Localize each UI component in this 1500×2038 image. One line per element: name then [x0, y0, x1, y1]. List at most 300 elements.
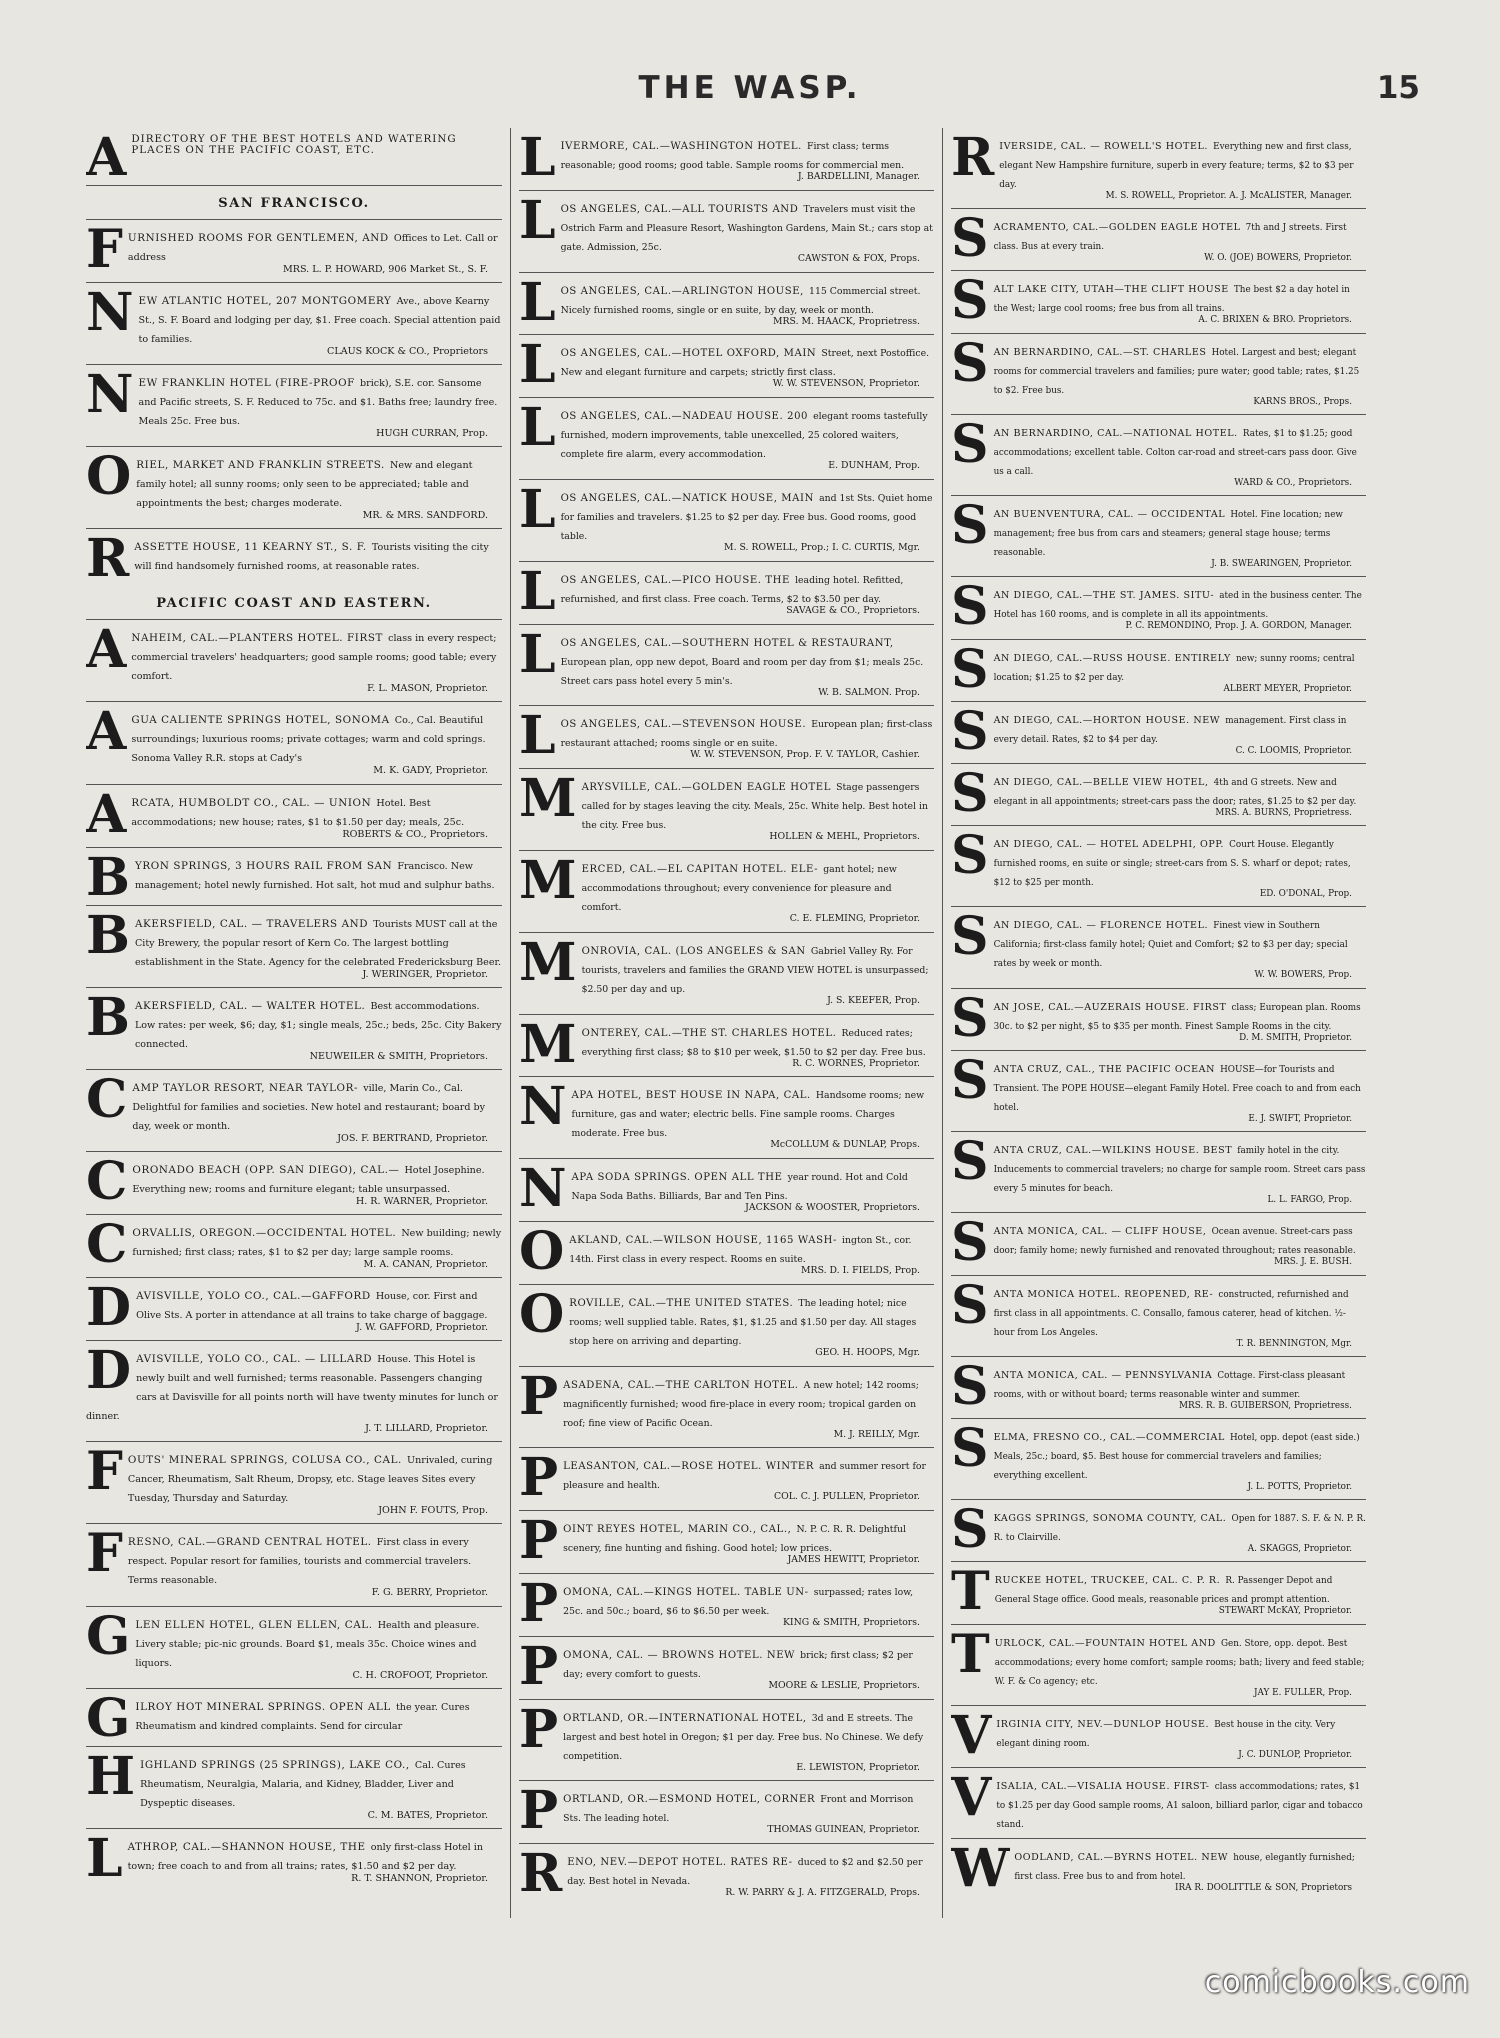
listing-proprietor: KING & SMITH, Proprietors. [782, 1616, 920, 1628]
page-number: 15 [1376, 70, 1420, 106]
hotel-listing [519, 706, 934, 769]
listing-proprietor: A. C. BRIXEN & BRO. Proprietors. [1198, 315, 1352, 326]
listing-heading: AN DIEGO, CAL. — FLORENCE HOTEL. [993, 920, 1209, 932]
listing-proprietor: W. W. STEVENSON, Prop. F. V. TAYLOR, Cashier. [690, 749, 920, 761]
hotel-listing [951, 1768, 1366, 1839]
listing-dropcap: D [86, 1341, 132, 1402]
listing-proprietor: J. L. POTTS, Proprietor. [1247, 1481, 1352, 1492]
listing-heading: IRGINIA CITY, NEV.—DUNLOP HOUSE. [996, 1718, 1210, 1730]
listing-proprietor: M. S. ROWELL, Proprietor. A. J. McALISTER, Manager. [1105, 191, 1352, 201]
listing-dropcap: S [951, 577, 989, 638]
listing-heading: AKERSFIELD, CAL. — TRAVELERS AND [134, 917, 369, 930]
listing-description: New building; newly furnished; first class; rates, $1 to $2 per day; large sample rooms. [132, 1228, 502, 1259]
listing-proprietor: NEUWEILER & SMITH, Proprietors. [309, 1050, 488, 1062]
listing-heading: ILROY HOT MINERAL SPRINGS. OPEN ALL [135, 1700, 391, 1713]
listing-dropcap: R [951, 128, 995, 188]
listing-proprietor: J. B. SWEARINGEN, Proprietor. [1211, 559, 1352, 570]
listing-heading: ASSETTE HOUSE, 11 KEARNY ST., S. F. [134, 541, 367, 554]
listing-dropcap: L [519, 335, 556, 396]
listing-description: Tourists MUST call at the City Brewery, the popular resort of Kern Co. The largest bottling establishment in the State. Agency for the celebrated Fredericksburg Beer. [134, 918, 502, 968]
section-heading-san-francisco: SAN FRANCISCO. [86, 186, 502, 220]
listing-description: Everything new and first class, elegant New Hampshire furniture, superb in every feature; terms, $2 to $3 per day. [999, 142, 1354, 190]
listing-description: Cottage. First-class pleasant rooms, with or without board; terms reasonable winter and summer. [993, 1370, 1346, 1400]
hotel-listing [951, 1625, 1366, 1706]
hotel-listing [86, 906, 502, 988]
listing-dropcap: L [519, 190, 556, 251]
listing-dropcap: L [519, 398, 556, 459]
section-heading-pacific-coast: PACIFIC COAST AND EASTERN. [86, 586, 502, 620]
intro-dropcap: A [86, 128, 127, 186]
listing-proprietor: JOS. F. BERTRAND, Proprietor. [337, 1132, 488, 1144]
listing-heading: AN JOSE, CAL.—AUZERAIS HOUSE. FIRST [993, 1001, 1227, 1013]
column-1 [78, 128, 510, 1918]
directory-intro [86, 128, 502, 186]
listing-dropcap: P [519, 1448, 559, 1509]
hotel-listing [951, 907, 1366, 988]
hotel-listing [519, 933, 934, 1015]
listing-dropcap: G [86, 1688, 131, 1747]
listing-dropcap: S [951, 1050, 989, 1111]
listing-description: European plan, opp new depot, Board and room per day from $1; meals 25c. Street cars pass hotel every 5 min's. [560, 656, 924, 687]
listing-heading: EW FRANKLIN HOTEL (FIRE-PROOF [138, 377, 355, 390]
listing-dropcap: S [951, 1356, 989, 1417]
listing-description: Tourists visiting the city will find handsomely furnished rooms, at reasonable rates. [134, 542, 489, 573]
listing-description: surpassed; rates low, 25c. and 50c.; board, $6 to $6.50 per week. [563, 1586, 914, 1617]
listing-description: Hotel, opp. depot (east side.) Meals, 25c.; board, $5. Best house for commercial travelers and families; everything excellent. [993, 1432, 1360, 1481]
listing-description: Handsome rooms; new furniture, gas and water; electric bells. Fine sample rooms. Charges moderate. Free bus. [571, 1090, 925, 1140]
listing-description: Best accommodations. Low rates: per week, $6; day, $1; single meals, 25c.; beds, 25c. City Bakery connected. [134, 1000, 502, 1050]
listing-proprietor: JOHN F. FOUTS, Prop. [378, 1505, 488, 1517]
hotel-listing [519, 335, 934, 398]
listing-description: Gabriel Valley Ry. For tourists, travelers and families the GRAND VIEW HOTEL is unsurpassed; $2.50 per day and up. [581, 945, 929, 995]
listing-proprietor: JACKSON & WOOSTER, Proprietors. [745, 1202, 920, 1214]
listing-heading: IVERMORE, CAL.—WASHINGTON HOTEL. [560, 141, 802, 152]
listing-proprietor: J. T. LILLARD, Proprietor. [365, 1423, 488, 1435]
hotel-listing [951, 577, 1366, 639]
listing-dropcap: P [519, 1699, 559, 1760]
hotel-listing [86, 785, 502, 848]
listing-heading: OINT REYES HOTEL, MARIN CO., CAL., [563, 1524, 792, 1536]
listing-dropcap: V [951, 1768, 992, 1829]
listing-heading: ELMA, FRESNO CO., CAL.—COMMERCIAL [993, 1431, 1225, 1443]
hotel-listing [951, 1132, 1366, 1213]
listing-description: class in every respect; commercial travelers' headquarters; good sample rooms; good table; every comfort. [131, 633, 497, 683]
listing-heading: ATHROP, CAL.—SHANNON HOUSE, THE [127, 1840, 366, 1853]
listing-heading: AVISVILLE, YOLO CO., CAL.—GAFFORD [136, 1290, 371, 1303]
hotel-listing [86, 283, 502, 365]
hotel-listing [951, 1562, 1366, 1624]
listing-proprietor: J. WERINGER, Proprietor. [362, 968, 488, 980]
listing-proprietor: CAWSTON & FOX, Props. [797, 252, 920, 264]
listing-dropcap: A [86, 784, 127, 845]
listing-heading: ONTEREY, CAL.—THE ST. CHARLES HOTEL. [581, 1027, 837, 1039]
listing-proprietor: C. H. CROFOOT, Proprietor. [352, 1669, 488, 1681]
listing-heading: ROVILLE, CAL.—THE UNITED STATES. [569, 1297, 794, 1309]
listing-heading: OS ANGELES, CAL.—NATICK HOUSE, MAIN [560, 492, 814, 504]
listing-description: ville, Marin Co., Cal. Delightful for families and societies. New hotel and restaurant; board by day, week or month. [132, 1082, 486, 1132]
listing-heading: AKERSFIELD, CAL. — WALTER HOTEL. [134, 999, 366, 1012]
listing-dropcap: B [86, 847, 130, 906]
listing-proprietor: COL. C. J. PULLEN, Proprietor. [773, 1491, 920, 1503]
hotel-listing [86, 365, 502, 447]
listing-proprietor: W. B. SALMON. Prop. [818, 686, 920, 698]
hotel-listing [86, 1152, 502, 1215]
listing-heading: OUTS' MINERAL SPRINGS, COLUSA CO., CAL. [127, 1454, 402, 1467]
listing-proprietor: MRS. L. P. HOWARD, 906 Market St., S. F. [282, 264, 488, 275]
listing-proprietor: C. E. FLEMING, Proprietor. [789, 912, 920, 924]
listing-heading: ANTA MONICA, CAL. — PENNSYLVANIA [993, 1369, 1213, 1381]
intro-heading: DIRECTORY OF THE BEST HOTELS AND WATERING PLACES ON THE PACIFIC COAST, ETC. [131, 133, 457, 157]
listing-heading: ISALIA, CAL.—VISALIA HOUSE. FIRST- [996, 1781, 1210, 1793]
listing-description: House. This Hotel is newly built and well furnished; terms reasonable. Passengers changing cars at Davisville for all points north will have twenty minutes for lunch or dinner. [86, 1354, 498, 1423]
listing-heading: KAGGS SPRINGS, SONOMA COUNTY, CAL. [993, 1513, 1227, 1525]
listing-heading: YRON SPRINGS, 3 HOURS RAIL FROM SAN [134, 859, 393, 872]
listing-description: Street, next Postoffice. New and elegant furniture and carpets; strictly first class. [560, 348, 930, 379]
listing-dropcap: S [951, 209, 989, 270]
listing-description: class; European plan. Rooms 30c. to $2 per night, $5 to $35 per month. Finest Sample Rooms in the city. [993, 1002, 1361, 1032]
listing-proprietor: P. C. REMONDINO, Prop. J. A. GORDON, Manager. [1125, 621, 1352, 632]
hotel-listing [519, 1700, 934, 1782]
listing-description: First class in every respect. Popular resort for families, tourists and commercial travelers. Terms reasonable. [127, 1537, 472, 1587]
hotel-listing [86, 1442, 502, 1524]
listing-description: 115 Commercial street. Nicely furnished rooms, single or en suite, by day, week or month. [560, 285, 921, 316]
listing-proprietor: MR. & MRS. SANDFORD. [362, 510, 488, 522]
listing-proprietor: E. LEWISTON, Proprietor. [796, 1761, 920, 1773]
listing-dropcap: O [86, 447, 132, 508]
listing-heading: ERCED, CAL.—EL CAPITAN HOTEL. ELE- [581, 863, 819, 875]
hotel-listing [519, 398, 934, 480]
hotel-listing [519, 562, 934, 625]
listing-dropcap: F [86, 220, 123, 280]
listing-dropcap: V [951, 1705, 992, 1766]
listing-heading: ANTA MONICA HOTEL. REOPENED, RE- [993, 1288, 1214, 1300]
listing-heading: AN DIEGO, CAL.—HORTON HOUSE. NEW [993, 714, 1221, 726]
listing-dropcap: S [951, 907, 989, 968]
hotel-listing [951, 128, 1366, 209]
listing-proprietor: HOLLEN & MEHL, Proprietors. [769, 831, 920, 843]
listing-proprietor: C. C. LOOMIS, Proprietor. [1235, 745, 1352, 756]
listing-description: Gen. Store, opp. depot. Best accommodations; every home comfort; sample rooms; bath; livery and feed stable; W. F. & Co agency; etc. [994, 1638, 1365, 1687]
listing-dropcap: W [951, 1839, 1010, 1900]
hotel-listing [951, 271, 1366, 333]
listing-heading: URNISHED ROOMS FOR GENTLEMEN, AND [127, 232, 389, 244]
hotel-listing [519, 1222, 934, 1285]
listing-proprietor: R. W. PARRY & J. A. FITZGERALD, Props. [725, 1887, 920, 1899]
listing-description: Open for 1887. S. F. & N. P. R. R. to Clairville. [993, 1514, 1366, 1544]
listing-heading: AMP TAYLOR RESORT, NEAR TAYLOR- [132, 1081, 359, 1094]
listing-description: Hotel Josephine. Everything new; rooms and furniture elegant; table unsurpassed. [132, 1164, 485, 1195]
listing-proprietor: THOMAS GUINEAN, Proprietor. [767, 1824, 920, 1836]
hotel-listing [519, 1637, 934, 1700]
listing-heading: AN DIEGO, CAL. — HOTEL ADELPHI, OPP. [993, 839, 1225, 851]
listing-description: ington St., cor. 14th. First class in every respect. Rooms en suite. [569, 1234, 912, 1265]
listing-heading: IGHLAND SPRINGS (25 SPRINGS), LAKE CO., [140, 1758, 410, 1771]
listing-dropcap: P [519, 1511, 559, 1572]
listing-heading: OS ANGELES, CAL.—SOUTHERN HOTEL & RESTAURANT, [560, 637, 894, 649]
hotel-listing [86, 702, 502, 784]
listing-description: only first-class Hotel in town; free coach to and from all trains; rates, $1.50 and $2 per day. [127, 1841, 483, 1872]
hotel-listing [519, 191, 934, 273]
listing-heading: AN DIEGO, CAL.—BELLE VIEW HOTEL, [993, 776, 1209, 788]
listing-heading: ORONADO BEACH (OPP. SAN DIEGO), CAL.— [132, 1163, 400, 1176]
listing-heading: ANTA CRUZ, CAL.—WILKINS HOUSE. BEST [993, 1145, 1233, 1157]
listing-description: family hotel in the city. Inducements to commercial travelers; no charge for sample room. Street cars pass every 5 minutes for beach. [993, 1146, 1366, 1195]
listing-dropcap: P [519, 1781, 559, 1842]
hotel-listing [951, 989, 1366, 1051]
listing-dropcap: S [951, 763, 989, 824]
listing-dropcap: T [951, 1624, 990, 1685]
hotel-listing [86, 220, 502, 283]
listing-description: Hotel. Largest and best; elegant rooms for commercial travelers and families; pure water; good table; rates, $1.25 to $2. Free bus. [993, 347, 1360, 396]
listing-description: Co., Cal. Beautiful surroundings; luxurious rooms; private cottages; warm and cold springs. Sonoma Valley R.R. stops at Cady's [131, 715, 486, 765]
hotel-listing [86, 447, 502, 529]
listing-heading: LEASANTON, CAL.—ROSE HOTEL. WINTER [563, 1461, 815, 1473]
listing-heading: URLOCK, CAL.—FOUNTAIN HOTEL AND [994, 1637, 1216, 1649]
listing-dropcap: S [951, 333, 989, 394]
pacific-coast-listings [86, 620, 502, 1890]
listing-proprietor: T. R. BENNINGTON, Mgr. [1236, 1338, 1352, 1349]
listing-description: A new hotel; 142 rooms; magnificently furnished; wood fire-place in every room; tropical garden on roof; fine view of Pacific Ocean. [563, 1379, 919, 1429]
listing-description: and summer resort for pleasure and health. [563, 1461, 926, 1492]
listing-dropcap: N [86, 365, 134, 426]
hotel-listing [951, 1419, 1366, 1500]
hotel-listing [86, 1747, 502, 1829]
hotel-listing [86, 1829, 502, 1891]
hotel-listing [519, 480, 934, 562]
hotel-listing [951, 1839, 1366, 1900]
listing-heading: OMONA, CAL. — BROWNS HOTEL. NEW [563, 1649, 796, 1661]
listing-proprietor: ED. O'DONAL, Prop. [1259, 889, 1352, 900]
listing-heading: ANTA CRUZ, CAL., THE PACIFIC OCEAN [993, 1063, 1216, 1075]
listing-heading: OS ANGELES, CAL.—PICO HOUSE. THE [560, 574, 790, 586]
listing-proprietor: W. O. (JOE) BOWERS, Proprietor. [1204, 253, 1352, 264]
listing-description: Best house in the city. Very elegant dining room. [996, 1719, 1336, 1749]
hotel-listing [519, 128, 934, 191]
listing-proprietor: MRS. M. HAACK, Proprietress. [773, 315, 920, 327]
listing-description: constructed, refurnished and first class in all appointments. C. Consallo, famous caterer, head of kitchen. ½-hour from Los Angeles. [993, 1289, 1349, 1338]
listing-description: year round. Hot and Cold Napa Soda Baths. Billiards, Bar and Ten Pins. [571, 1172, 908, 1203]
hotel-listing [951, 1276, 1366, 1357]
hotel-listing [86, 1689, 502, 1747]
listing-proprietor: ALBERT MEYER, Proprietor. [1223, 683, 1352, 694]
listing-heading: OS ANGELES, CAL.—ARLINGTON HOUSE, [560, 285, 804, 297]
listing-heading: RUCKEE HOTEL, TRUCKEE, CAL. C. P. R. [994, 1575, 1221, 1587]
hotel-listing [519, 273, 934, 336]
listing-description: brick), S.E. cor. Sansome and Pacific streets, S. F. Reduced to 75c. and $1. Baths free; laundry free. Meals 25c. Free bus. [138, 378, 498, 428]
listing-description: R. Passenger Depot and General Stage office. Good meals, reasonable prices and prompt attention. [994, 1576, 1333, 1606]
listing-dropcap: B [86, 905, 130, 966]
listing-description: Stage passengers called for by stages leaving the city. Meals, 25c. White help. Best hotel in the city. Free bus. [581, 782, 928, 832]
listing-dropcap: L [519, 706, 556, 767]
hotel-listing [519, 1159, 934, 1222]
listing-proprietor: MRS. R. B. GUIBERSON, Proprietress. [1179, 1400, 1352, 1411]
listing-description: First class; terms reasonable; good rooms; good table. Sample rooms for commercial men. [560, 141, 905, 171]
listing-dropcap: S [951, 271, 989, 332]
listing-proprietor: R. T. SHANNON, Proprietor. [351, 1872, 488, 1884]
listing-dropcap: A [86, 702, 127, 763]
hotel-listing [519, 1015, 934, 1078]
hotel-listing [951, 496, 1366, 577]
listing-heading: EW ATLANTIC HOTEL, 207 MONTGOMERY [138, 295, 392, 308]
column-2 [510, 128, 942, 1918]
listing-heading: LEN ELLEN HOTEL, GLEN ELLEN, CAL. [135, 1618, 373, 1631]
listing-description: Health and pleasure. Livery stable; pic-nic grounds. Board $1, meals 35c. Choice wines and liquors. [135, 1619, 480, 1669]
listing-description: European plan; first-class restaurant attached; rooms single or en suite. [560, 719, 933, 750]
listing-proprietor: M. A. CANAN, Proprietor. [363, 1259, 488, 1271]
listing-proprietor: W. W. BOWERS, Prop. [1254, 970, 1352, 981]
listing-description: Unrivaled, curing Cancer, Rheumatism, Salt Rheum, Dropsy, etc. Stage leaves Sites every Tuesday, Thursday and Saturday. [127, 1455, 493, 1505]
hotel-listing [519, 1574, 934, 1637]
listing-dropcap: P [519, 1636, 559, 1697]
listing-description: Hotel. Fine location; new management; free bus from cars and steamers; general stage house; terms reasonable. [993, 510, 1343, 559]
hotel-listing [519, 1844, 934, 1906]
listing-description: 4th and G streets. New and elegant in all appointments; street-cars pass the door; rates, $1.25 to $2 per day. [993, 777, 1357, 807]
listing-heading: OS ANGELES, CAL.—HOTEL OXFORD, MAIN [560, 348, 817, 360]
listing-description: duced to $2 and $2.50 per day. Best hotel in Nevada. [567, 1857, 923, 1888]
listing-heading: IVERSIDE, CAL. — ROWELL'S HOTEL. [999, 141, 1209, 152]
listing-description: house, elegantly furnished; first class. Free bus to and from hotel. [1014, 1853, 1355, 1883]
column-3 [942, 128, 1374, 1918]
listing-proprietor: M. J. REILLY, Mgr. [833, 1428, 920, 1440]
listing-dropcap: C [86, 1069, 128, 1130]
listing-proprietor: C. M. BATES, Proprietor. [367, 1809, 488, 1821]
listing-proprietor: JAMES HEWITT, Proprietor. [787, 1554, 920, 1566]
listing-description: ated in the business center. The Hotel has 160 rooms, and is complete in all its appointments. [993, 591, 1362, 621]
listing-dropcap: P [519, 1573, 559, 1634]
listing-dropcap: M [519, 1014, 577, 1075]
hotel-listing [519, 1367, 934, 1449]
hotel-listing [519, 1077, 934, 1159]
listing-heading: AN BERNARDINO, CAL.—ST. CHARLES [993, 346, 1207, 358]
hotel-listing [86, 988, 502, 1070]
listing-description: elegant rooms tastefully furnished, modern improvements, table unexcelled, 25 colored waiters, complete fire alarm, every accommodation. [560, 411, 928, 461]
hotel-listing [951, 1213, 1366, 1275]
listing-heading: AN DIEGO, CAL.—RUSS HOUSE. ENTIRELY [993, 652, 1231, 664]
directory-columns [78, 128, 1374, 1918]
listing-dropcap: S [951, 826, 989, 887]
hotel-listing [519, 1781, 934, 1844]
listing-heading: ONROVIA, CAL. (LOS ANGELES & SAN [581, 945, 806, 957]
hotel-listing [951, 1051, 1366, 1132]
listing-dropcap: S [951, 414, 989, 475]
listing-heading: ACRAMENTO, CAL.—GOLDEN EAGLE HOTEL [993, 222, 1241, 234]
listing-proprietor: ROBERTS & CO., Proprietors. [342, 828, 488, 840]
listing-description: Hotel. Best accommodations; new house; rates, $1 to $1.50 per day; meals, 25c. [131, 797, 465, 828]
listing-proprietor: IRA R. DOOLITTLE & SON, Proprietors [1175, 1883, 1352, 1894]
listing-description: 3d and E streets. The largest and best hotel in Oregon; $1 per day. Free bus. No Chinese. We defy competition. [563, 1712, 924, 1762]
hotel-listing [86, 1524, 502, 1606]
hotel-listing [519, 851, 934, 933]
listing-heading: ARYSVILLE, CAL.—GOLDEN EAGLE HOTEL [581, 782, 831, 794]
listing-dropcap: S [951, 988, 989, 1049]
listing-description: leading hotel. Refitted, refurnished, and first class. Free coach. Terms, $2 to $3.50 per day. [560, 574, 904, 605]
hotel-listing [519, 1448, 934, 1511]
listing-dropcap: G [86, 1606, 131, 1667]
hotel-listing [519, 1285, 934, 1367]
listing-proprietor: J. W. GAFFORD, Proprietor. [356, 1322, 488, 1334]
listing-description: Court House. Elegantly furnished rooms, en suite or single; street-cars from S. S. wharf or depot; rates, $12 to $25 per month. [993, 840, 1351, 889]
listing-dropcap: N [519, 1077, 567, 1138]
listing-description: House, cor. First and Olive Sts. A porter in attendance at all trains to take charge of baggage. [136, 1291, 488, 1322]
hotel-listing [86, 620, 502, 702]
listing-dropcap: S [951, 701, 989, 762]
listing-description: class accommodations; rates, $1 to $1.25 per day Good sample rooms, A1 saloon, billiard parlor, cigar and tobacco stand. [996, 1782, 1363, 1831]
listing-dropcap: R [519, 1844, 563, 1905]
listing-proprietor: MOORE & LESLIE, Proprietors. [768, 1679, 920, 1691]
listing-proprietor: GEO. H. HOOPS, Mgr. [815, 1346, 920, 1358]
listing-description: New and elegant family hotel; all sunny rooms; only seen to be appreciated; table and appointments the best; charges moderate. [136, 460, 473, 510]
listing-description: management. First class in every detail. Rates, $2 to $4 per day. [993, 715, 1347, 745]
listing-dropcap: M [519, 850, 577, 911]
hotel-listing [951, 764, 1366, 826]
listing-heading: AN BERNARDINO, CAL.—NATIONAL HOTEL. [993, 427, 1238, 439]
listing-dropcap: C [86, 1151, 128, 1212]
listing-dropcap: L [86, 1828, 123, 1889]
listing-dropcap: T [951, 1562, 990, 1623]
listing-heading: OS ANGELES, CAL.—STEVENSON HOUSE. [560, 719, 807, 731]
listing-dropcap: O [519, 1221, 565, 1282]
listing-description: gant hotel; new accommodations throughout; every convenience for pleasure and comfort. [581, 863, 897, 913]
listing-description: The best $2 a day hotel in the West; large cool rooms; free bus from all trains. [993, 285, 1350, 315]
listing-description: the year. Cures Rheumatism and kindred complaints. Send for circular [135, 1701, 470, 1732]
listing-heading: ORVALLIS, OREGON.—OCCIDENTAL HOTEL. [132, 1227, 397, 1240]
hotel-listing [951, 702, 1366, 764]
listing-heading: ANTA MONICA, CAL. — CLIFF HOUSE, [993, 1226, 1207, 1238]
hotel-listing [86, 1278, 502, 1341]
listing-description: Finest view in Southern California; first-class family hotel; Quiet and Comfort; $2 to $3 per day; special rates by week or month. [993, 921, 1348, 970]
listing-description: and 1st Sts. Quiet home for families and travelers. $1.25 to $2 per day. Free bus. Good rooms, good table. [560, 492, 933, 542]
listing-description: 7th and J streets. First class. Bus at every train. [993, 223, 1347, 253]
listing-dropcap: S [951, 1275, 989, 1336]
listing-heading: ALT LAKE CITY, UTAH—THE CLIFT HOUSE [993, 284, 1229, 296]
listing-dropcap: F [86, 1442, 123, 1503]
listing-description: Ocean avenue. Street-cars pass door; family home; newly furnished and renovated throughout; rates reasonable. [993, 1227, 1356, 1257]
hotel-listing [519, 625, 934, 707]
listing-proprietor: CLAUS KOCK & CO., Proprietors [327, 346, 488, 358]
listing-description: Cal. Cures Rheumatism, Neuralgia, Malaria, and Kidney, Bladder, Liver and Dyspeptic diseases. [140, 1759, 466, 1809]
listing-dropcap: M [519, 932, 577, 993]
listing-proprietor: F. L. MASON, Proprietor. [367, 683, 488, 695]
listing-dropcap: L [519, 272, 556, 333]
listing-heading: RIEL, MARKET AND FRANKLIN STREETS. [136, 459, 385, 472]
listing-description: Francisco. New management; hotel newly furnished. Hot salt, hot mud and sulphur baths. [134, 860, 495, 891]
listing-description: Rates, $1 to $1.25; good accommodations; excellent table. Colton car-road and street-cars pass door. Give us a call. [993, 428, 1357, 477]
listing-heading: ORTLAND, OR.—INTERNATIONAL HOTEL, [563, 1712, 807, 1724]
listing-heading: RCATA, HUMBOLDT CO., CAL. — UNION [131, 796, 372, 809]
listing-proprietor: MRS. J. E. BUSH. [1274, 1257, 1352, 1268]
listing-proprietor: D. M. SMITH, Proprietor. [1239, 1032, 1352, 1043]
hotel-listing [951, 209, 1366, 271]
listing-proprietor: SAVAGE & CO., Proprietors. [786, 604, 920, 616]
listing-proprietor: E. DUNHAM, Prop. [828, 460, 920, 472]
listing-proprietor: F. G. BERRY, Proprietor. [371, 1587, 488, 1599]
listing-heading: AKLAND, CAL.—WILSON HOUSE, 1165 WASH- [569, 1234, 837, 1246]
listing-dropcap: A [86, 620, 127, 681]
hotel-listing [951, 826, 1366, 907]
listing-proprietor: McCOLLUM & DUNLAP, Props. [770, 1139, 920, 1151]
listing-heading: OS ANGELES, CAL.—NADEAU HOUSE. 200 [560, 411, 809, 423]
hotel-listing [519, 1511, 934, 1574]
listing-proprietor: MRS. A. BURNS, Proprietress. [1215, 807, 1352, 818]
listing-heading: APA SODA SPRINGS. OPEN ALL THE [571, 1172, 783, 1184]
listing-heading: ASADENA, CAL.—THE CARLTON HOTEL. [563, 1379, 799, 1391]
listing-dropcap: M [519, 769, 577, 830]
hotel-listing [519, 769, 934, 851]
listing-dropcap: L [519, 561, 556, 622]
listing-proprietor: J. C. DUNLOP, Proprietor. [1238, 1749, 1352, 1760]
listing-dropcap: S [951, 1132, 989, 1193]
watermark: comicbooks.com [1204, 1965, 1470, 2000]
